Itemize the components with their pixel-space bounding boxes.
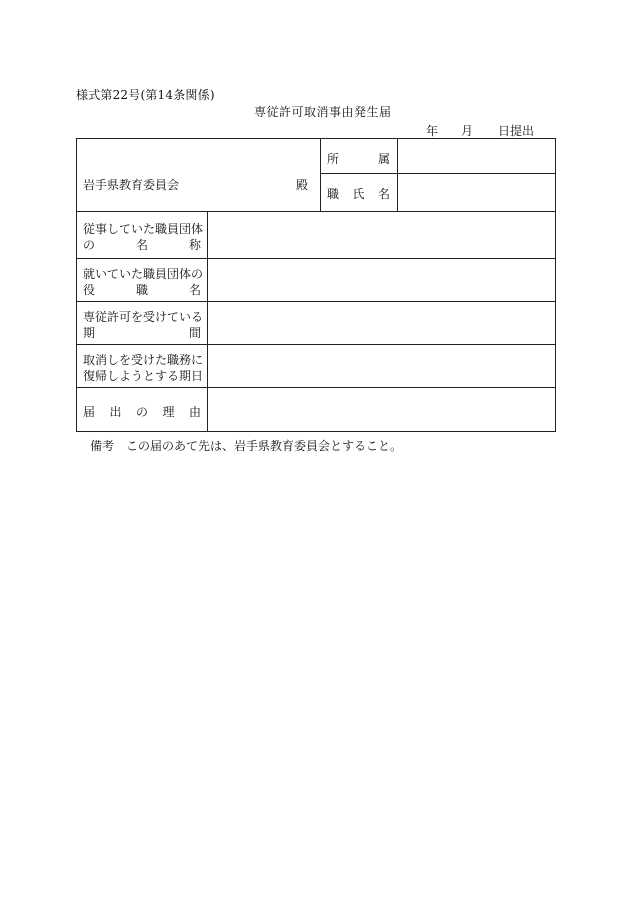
date-month-label: 月 bbox=[461, 124, 474, 138]
document-title: 専従許可取消事由発生届 bbox=[254, 105, 392, 119]
official-name-field[interactable] bbox=[403, 185, 551, 201]
row-period-label-line1: 専従許可を受けている bbox=[83, 310, 204, 324]
row-period-label-line2: 期 間 bbox=[83, 326, 201, 340]
affiliation-field[interactable] bbox=[403, 150, 551, 166]
row-return-date-label-line2: 復帰しようとする期日 bbox=[83, 369, 204, 383]
row-organization-label-line1: 従事していた職員団体 bbox=[83, 222, 204, 236]
submission-date bbox=[426, 122, 536, 136]
row-reason-label: 届 出 の 理 由 bbox=[83, 405, 201, 419]
row-position-label-line1: 就いていた職員団体の bbox=[83, 267, 204, 281]
row-position-label-line2: 役 職 名 bbox=[83, 283, 201, 297]
remarks bbox=[90, 437, 402, 454]
position-field[interactable] bbox=[214, 273, 549, 289]
form-number: 様式第22号(第14条関係) bbox=[76, 88, 215, 102]
period-field[interactable] bbox=[214, 316, 549, 332]
remarks-text: この届のあて先は、岩手県教育委員会とすること。 bbox=[126, 439, 403, 453]
affiliation-label: 所 属 bbox=[327, 152, 390, 166]
row-organization-label-line2: の 名 称 bbox=[83, 238, 201, 252]
date-day-submitted-label: 日提出 bbox=[498, 124, 535, 138]
addressee-honorific: 殿 bbox=[296, 178, 309, 192]
addressee-name: 岩手県教育委員会 bbox=[83, 178, 180, 192]
date-year-label: 年 bbox=[426, 124, 439, 138]
row-return-date-label-line1: 取消しを受けた職務に bbox=[83, 353, 204, 367]
return-date-field[interactable] bbox=[214, 359, 549, 375]
remarks-label: 備考 bbox=[90, 439, 115, 453]
organization-name-field[interactable] bbox=[214, 228, 549, 244]
official-name-label: 職 氏 名 bbox=[327, 187, 390, 201]
reason-field[interactable] bbox=[214, 403, 549, 419]
form-table bbox=[76, 138, 556, 432]
